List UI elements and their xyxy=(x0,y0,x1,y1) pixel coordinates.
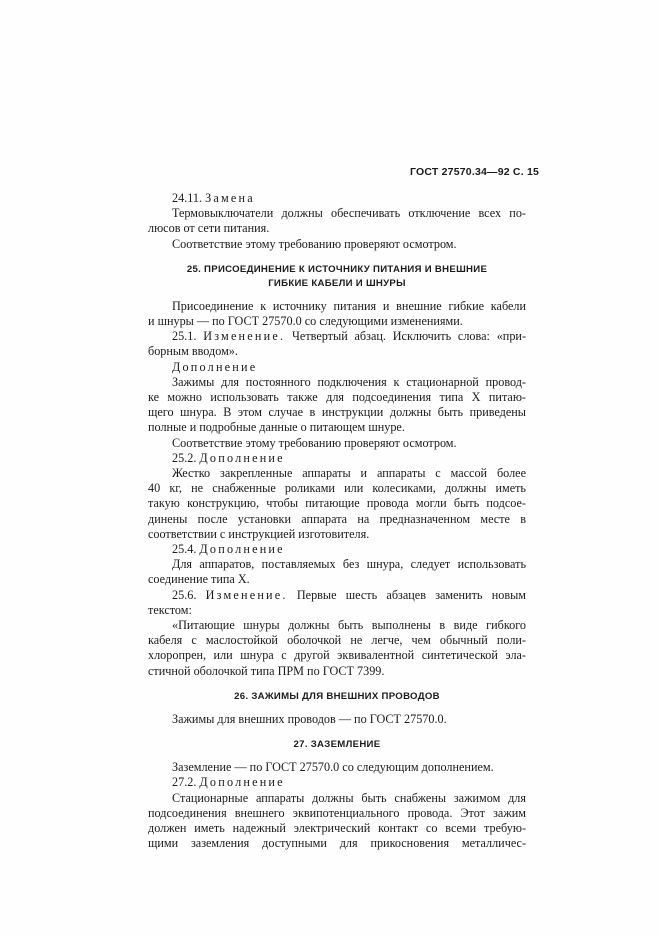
paragraph-line: Жестко закрепленные аппараты и аппараты с массой более xyxy=(172,466,526,481)
clause-heading xyxy=(148,588,526,603)
paragraph-text: Первые шесть абзацев заменить новым xyxy=(296,587,526,602)
paragraph-line: Соответствие этому требованию проверяют осмотром. xyxy=(172,435,457,450)
clause-label: Дополнение xyxy=(172,359,258,374)
clause-label: Дополнение xyxy=(199,775,285,790)
clause-heading xyxy=(148,775,526,790)
paragraph-line: Термовыключатели должны обеспечивать отключение всех по- xyxy=(172,206,526,221)
clause-label: Дополнение xyxy=(199,450,285,465)
clause-label: Дополнение xyxy=(199,542,285,557)
paragraph-line: Заземление — по ГОСТ 27570.0 со следующим дополнением. xyxy=(172,760,494,775)
section-title xyxy=(148,263,526,291)
clause-label: Изменение. xyxy=(203,329,286,344)
section-title-line: ГИБКИЕ КАБЕЛИ И ШНУРЫ xyxy=(268,277,406,289)
paragraph-line: должен иметь надежный электрический контакт со всеми требую- xyxy=(148,820,526,835)
section-title: 27. ЗАЗЕМЛЕНИЕ xyxy=(293,739,381,751)
paragraph-line: соответствии с инструкцией изготовителя. xyxy=(148,526,370,541)
section-title: 26. ЗАЖИМЫ ДЛЯ ВНЕШНИХ ПРОВОДОВ xyxy=(234,690,440,702)
quote-line: «Питающие шнуры должны быть выполнены в виде гибкого xyxy=(172,618,526,633)
paragraph-line: и шнуры — по ГОСТ 27570.0 со следующими изменениями. xyxy=(148,314,463,329)
paragraph-line: подсоединения внешнего эквипотенциального провода. Этот зажим xyxy=(148,805,526,820)
clause-number: 25.6. xyxy=(172,587,197,602)
paragraph-line: борным вводом». xyxy=(148,344,238,359)
clause-number: 25.2. xyxy=(172,450,197,465)
section-27 xyxy=(148,738,526,851)
paragraph-line: текстом: xyxy=(148,602,192,617)
clause-heading xyxy=(148,191,526,206)
quote-line: хлоропрен, или шнура с другой эквивалентной синтетической эла- xyxy=(148,648,526,663)
paragraph-line: Зажимы для постоянного подключения к стационарной провод- xyxy=(172,374,526,389)
paragraph-line: щими заземления доступными для прикосновения металличес- xyxy=(148,836,526,851)
paragraph-line: Стационарные аппараты должны быть снабжены зажимом для xyxy=(172,790,526,805)
section-24-11 xyxy=(148,191,526,252)
clause-heading xyxy=(148,542,526,557)
clause-number: 25.4. xyxy=(172,542,197,557)
section-25 xyxy=(148,263,526,679)
paragraph-line: Для аппаратов, поставляемых без шнура, следует использовать xyxy=(172,557,526,572)
paragraph-line: Зажимы для внешних проводов — по ГОСТ 27570.0. xyxy=(172,711,447,726)
clause-number: 24.11. xyxy=(172,191,203,205)
paragraph-line: люсов от сети питания. xyxy=(148,221,270,236)
section-26 xyxy=(148,690,526,727)
paragraph-line: соединение типа X. xyxy=(148,572,250,587)
clause-label: Изменение. xyxy=(205,587,288,602)
quote-line: стичной оболочкой типа ПРМ по ГОСТ 7399. xyxy=(148,663,385,678)
clause-heading xyxy=(148,451,526,466)
clause-label: Замена xyxy=(205,191,255,205)
page-header-doc-ref: ГОСТ 27570.34—92 С. 15 xyxy=(410,166,540,178)
paragraph-line: Присоединение к источнику питания и внешние гибкие кабели xyxy=(172,298,526,313)
quote-line: кабеля с маслостойкой оболочкой не легче, чем обычный поли- xyxy=(148,633,526,648)
document-body xyxy=(148,191,526,851)
section-title-line: 25. ПРИСОЕДИНЕНИЕ К ИСТОЧНИКУ ПИТАНИЯ И ВНЕШНИЕ xyxy=(186,263,488,275)
paragraph-line: щего шнура. В этом случае в инструкции должны быть приведены xyxy=(148,405,526,420)
paragraph-line: полные и подробные данные о питающем шнуре. xyxy=(148,420,405,435)
clause-heading xyxy=(148,329,526,344)
clause-number: 25.1. xyxy=(172,329,197,344)
paragraph-text: Четвертый абзац. Исключить слова: «при- xyxy=(292,329,527,344)
paragraph-line: такую конструкцию, чтобы питающие провода могли быть подсое- xyxy=(148,496,526,511)
paragraph-line: ке можно использовать также для подсоединения типа X питаю- xyxy=(148,390,526,405)
clause-number: 27.2. xyxy=(172,775,197,790)
paragraph-line: Соответствие этому требованию проверяют осмотром. xyxy=(172,236,457,251)
paragraph-line: 40 кг, не снабженные роликами или колесиками, должны иметь xyxy=(148,481,526,496)
paragraph-line: динены после установки аппарата на предназначенном месте в xyxy=(148,511,526,526)
